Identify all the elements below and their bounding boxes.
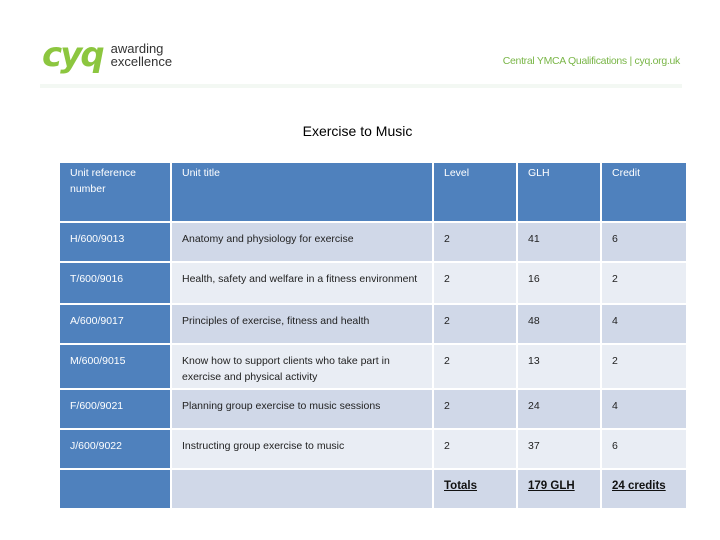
totals-glh: 179 GLH [518,470,600,508]
cell-credit: 6 [602,430,686,468]
cell-credit: 2 [602,263,686,303]
cell-level: 2 [434,430,516,468]
col-header-level: Level [434,163,516,221]
units-table [58,161,688,510]
col-header-ref: Unit reference number [60,163,170,221]
totals-label: Totals [434,470,516,508]
cyq-logo [42,35,173,75]
table-row [60,390,686,428]
cell-title: Know how to support clients who take part in exercise and physical activity [172,345,432,388]
cell-ref: J/600/9022 [60,430,170,468]
cell-ref: M/600/9015 [60,345,170,388]
cell-title: Planning group exercise to music sessions [172,390,432,428]
cell-empty [172,470,432,508]
cell-credit: 2 [602,345,686,388]
table-header-row [60,163,686,221]
col-header-title: Unit title [172,163,432,221]
organisation-line: Central YMCA Qualifications | cyq.org.uk [502,55,680,67]
cell-glh: 41 [518,223,600,261]
logo-tagline [111,42,172,68]
cell-title: Principles of exercise, fitness and health [172,305,432,343]
page-title: Exercise to Music [302,123,413,139]
table-row [60,223,686,261]
cell-level: 2 [434,390,516,428]
logo-mark: cyq [42,35,103,75]
table-row [60,345,686,388]
totals-credit: 24 credits [602,470,686,508]
col-header-glh: GLH [518,163,600,221]
cell-glh: 48 [518,305,600,343]
cell-title: Health, safety and welfare in a fitness environment [172,263,432,303]
cell-credit: 6 [602,223,686,261]
cell-credit: 4 [602,305,686,343]
col-header-credit: Credit [602,163,686,221]
cell-glh: 13 [518,345,600,388]
cell-level: 2 [434,263,516,303]
cell-level: 2 [434,345,516,388]
cell-glh: 16 [518,263,600,303]
cell-level: 2 [434,223,516,261]
table-row [60,430,686,468]
cell-title: Instructing group exercise to music [172,430,432,468]
cell-title: Anatomy and physiology for exercise [172,223,432,261]
table-row [60,263,686,303]
cell-ref: H/600/9013 [60,223,170,261]
cell-ref: A/600/9017 [60,305,170,343]
header-divider [40,84,682,88]
cell-glh: 37 [518,430,600,468]
table-row [60,305,686,343]
logo-tagline-line-2: excellence [110,54,173,69]
cell-ref: F/600/9021 [60,390,170,428]
cell-level: 2 [434,305,516,343]
cell-glh: 24 [518,390,600,428]
totals-row [60,470,686,508]
logo-tagline-line-1: awarding [110,41,164,56]
cell-ref: T/600/9016 [60,263,170,303]
cell-credit: 4 [602,390,686,428]
cell-empty [60,470,170,508]
